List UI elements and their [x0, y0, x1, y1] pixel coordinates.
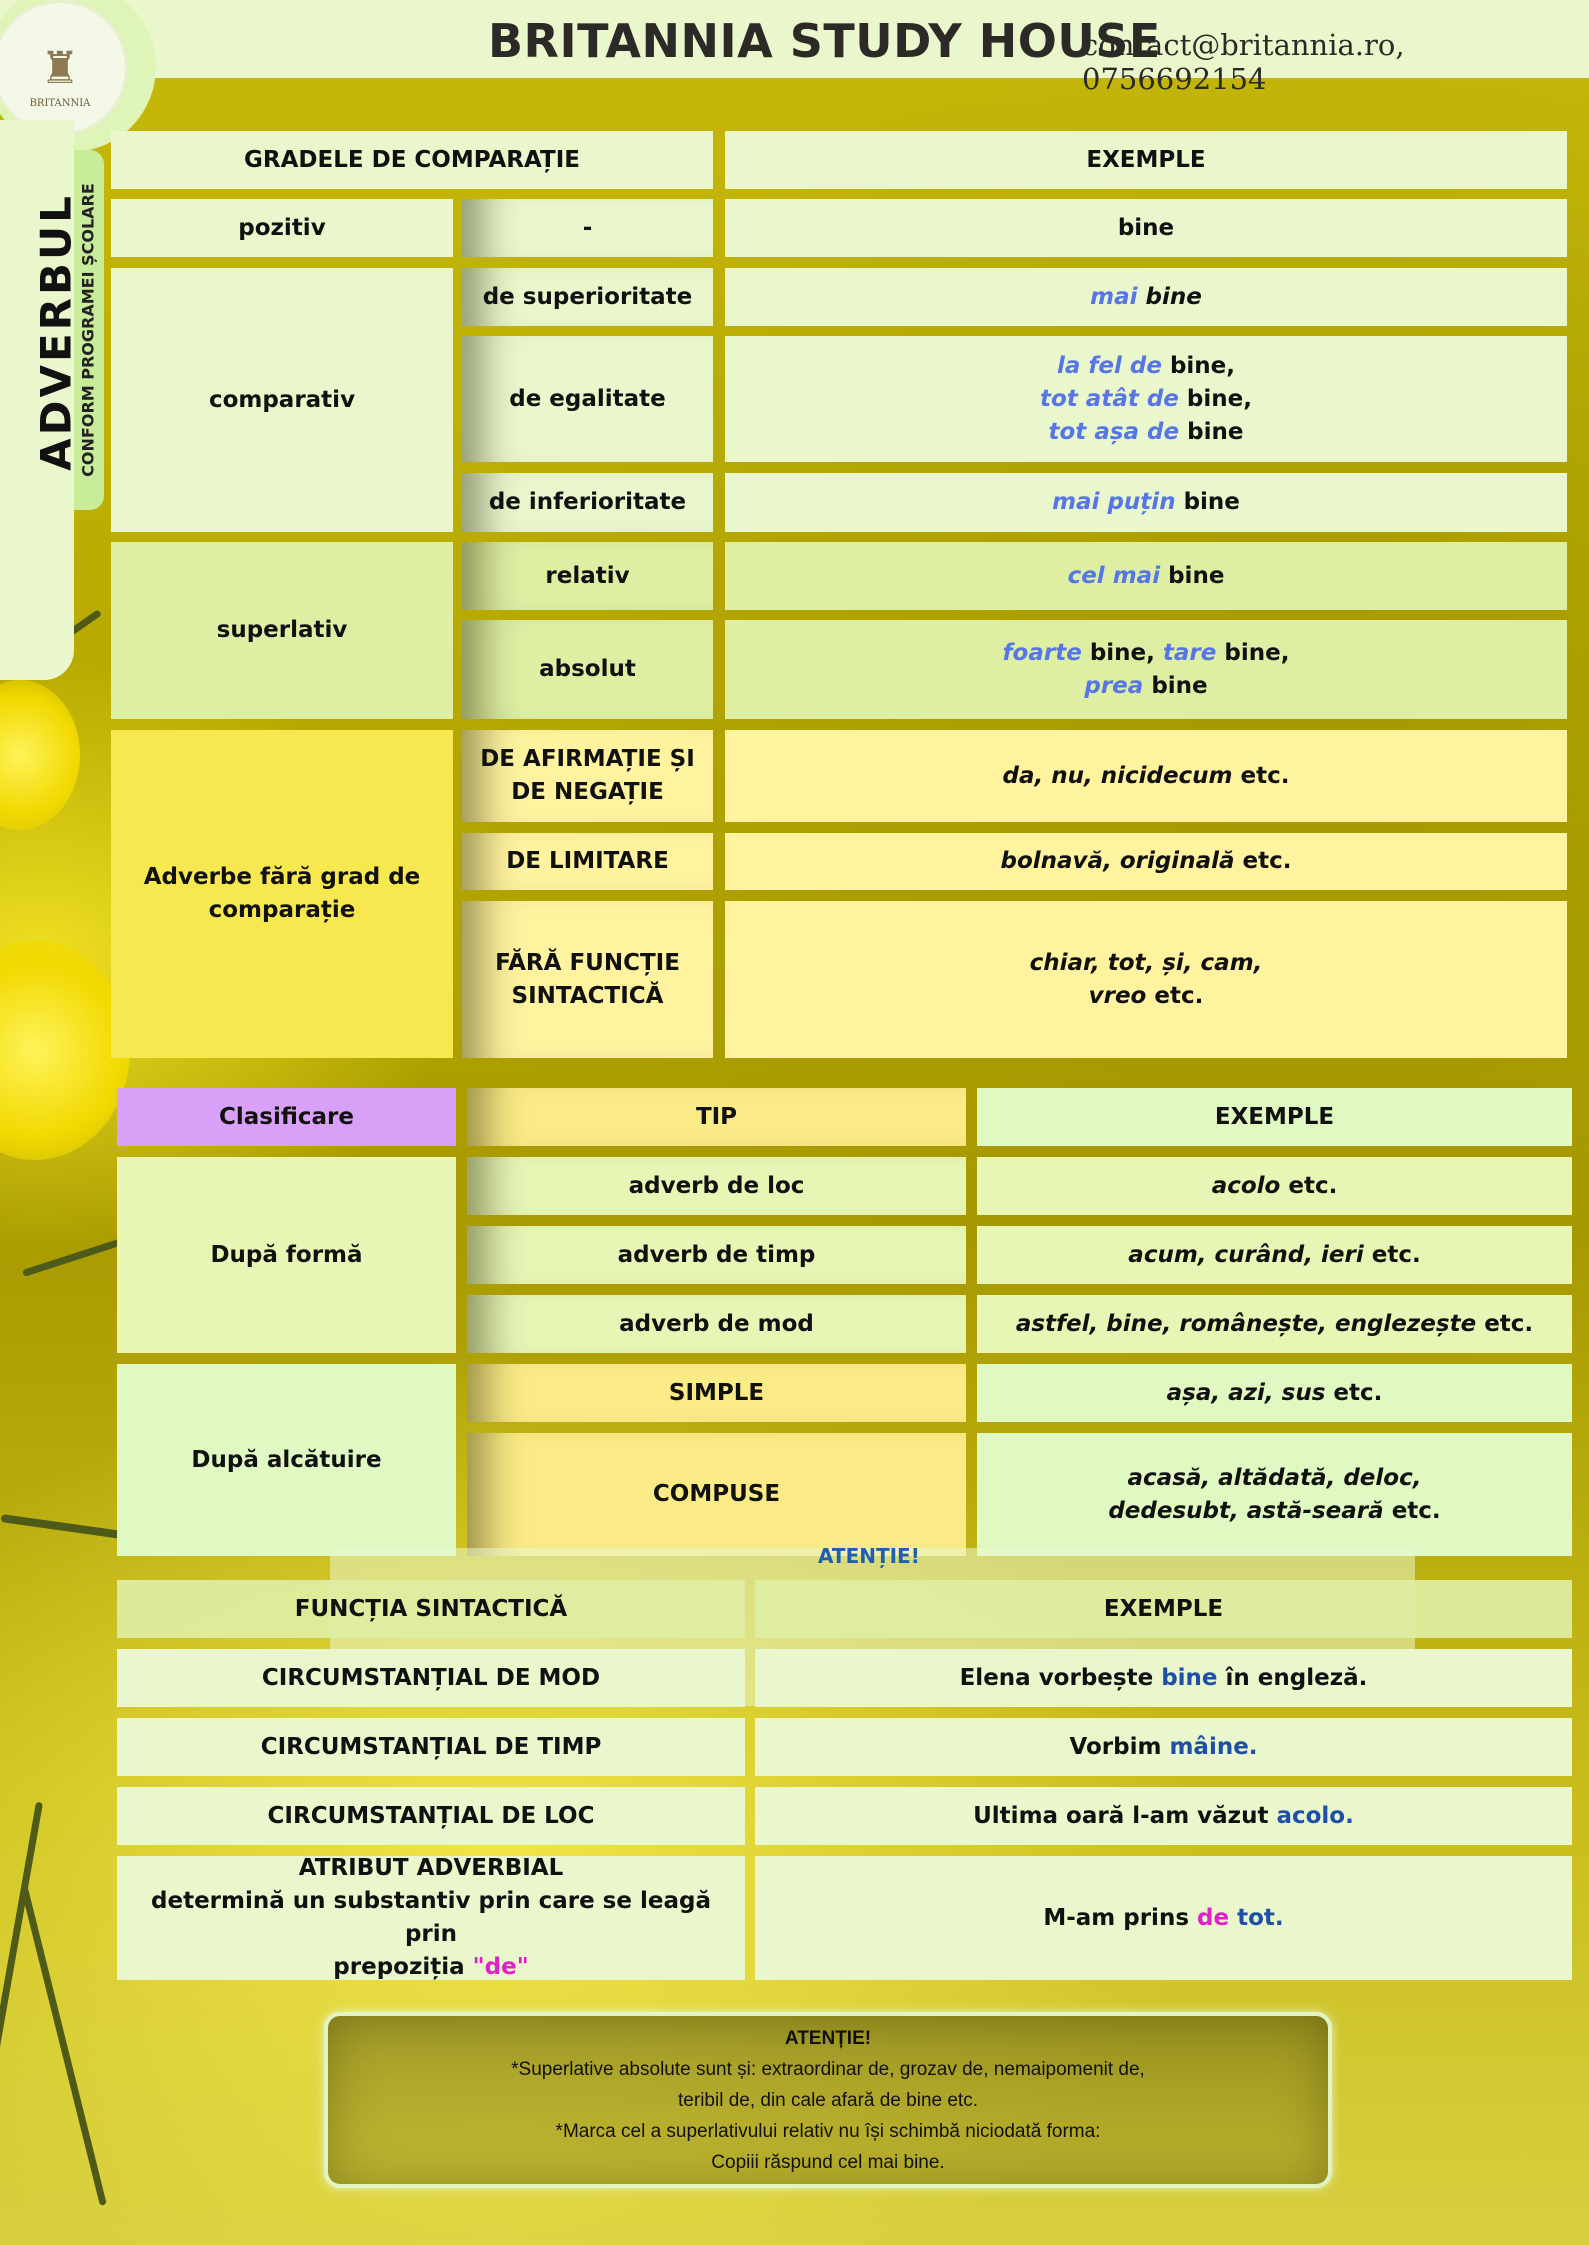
cell-relativ: relativ: [462, 542, 713, 610]
cell-absolut: absolut: [462, 620, 713, 719]
cell-egalitate: de egalitate: [462, 336, 713, 462]
example-circ-mod: Elena vorbește bine în engleză.: [755, 1649, 1572, 1707]
header-clasificare: Clasificare: [117, 1088, 456, 1146]
header-tip: TIP: [467, 1088, 966, 1146]
note-line-4: Copiii răspund cel mai bine.: [711, 2151, 945, 2173]
cell-simple: SIMPLE: [467, 1364, 966, 1422]
cell-circ-loc: CIRCUMSTANȚIAL DE LOC: [117, 1787, 745, 1845]
header-grade: GRADELE DE COMPARAȚIE: [111, 131, 713, 189]
cell-circ-mod: CIRCUMSTANȚIAL DE MOD: [117, 1649, 745, 1707]
example-relativ: cel mai bine: [725, 542, 1567, 610]
example-superioritate: mai bine: [725, 268, 1567, 326]
cell-fara-functie: FĂRĂ FUNCȚIE SINTACTICĂ: [462, 901, 713, 1058]
header-exemple-3: EXEMPLE: [755, 1580, 1572, 1638]
note-line-1: *Superlative absolute sunt și: extraordinar de, grozav de, nemaipomenit de,: [511, 2058, 1145, 2080]
header-exemple-2: EXEMPLE: [977, 1088, 1572, 1146]
row-label-fara-grad: Adverbe fără grad de comparație: [111, 730, 453, 1058]
header-examples: EXEMPLE: [725, 131, 1567, 189]
example-absolut: foarte bine, tare bine, prea bine: [725, 620, 1567, 719]
header-functia: FUNCȚIA SINTACTICĂ: [117, 1580, 745, 1638]
example-circ-timp: Vorbim mâine.: [755, 1718, 1572, 1776]
cell-adverb-loc: adverb de loc: [467, 1157, 966, 1215]
cell-inferioritate: de inferioritate: [462, 473, 713, 532]
example-adverb-timp: acum, curând, ieri etc.: [977, 1226, 1572, 1284]
row-label-dupa-alcatuire: După alcătuire: [117, 1364, 456, 1556]
example-limitare: bolnavă, originală etc.: [725, 833, 1567, 890]
attention-note: [324, 2012, 1332, 2188]
cell-adverb-timp: adverb de timp: [467, 1226, 966, 1284]
cell-atribut-adverbial: ATRIBUT ADVERBIAL determină un substantiv prin care se leagă prin prepoziția "de": [117, 1856, 745, 1980]
row-label-comparativ: comparativ: [111, 268, 453, 532]
overlap-panel-title: ATENȚIE!: [818, 1544, 920, 1568]
logo-text: BRITANNIA: [29, 98, 91, 109]
example-adverb-loc: acolo etc.: [977, 1157, 1572, 1215]
cell-dash: -: [462, 199, 713, 257]
row-label-dupa-forma: După formă: [117, 1157, 456, 1353]
vertical-subtitle: CONFORM PROGRAMEI ȘCOLARE: [78, 183, 98, 477]
cell-adverb-mod: adverb de mod: [467, 1295, 966, 1353]
row-label-pozitiv: pozitiv: [111, 199, 453, 257]
example-inferioritate: mai puțin bine: [725, 473, 1567, 532]
cell-limitare: DE LIMITARE: [462, 833, 713, 890]
example-simple: așa, azi, sus etc.: [977, 1364, 1572, 1422]
example-afirmatie-negatie: da, nu, nicidecum etc.: [725, 730, 1567, 822]
cell-afirmatie-negatie: DE AFIRMAȚIE ȘI DE NEGAȚIE: [462, 730, 713, 822]
example-fara-functie: chiar, tot, și, cam, vreo etc.: [725, 901, 1567, 1058]
contact-info: contact@britannia.ro, 0756692154: [1082, 28, 1405, 96]
crest-icon: ♜ BRITANNIA: [0, 0, 128, 136]
example-compuse: acasă, altădată, deloc, dedesubt, astă-seară etc.: [977, 1433, 1572, 1556]
note-title: ATENȚIE!: [784, 2027, 872, 2049]
cell-superioritate: de superioritate: [462, 268, 713, 326]
cell-circ-timp: CIRCUMSTANȚIAL DE TIMP: [117, 1718, 745, 1776]
example-pozitiv: bine: [725, 199, 1567, 257]
note-line-3: *Marca cel a superlativului relativ nu își schimbă niciodată forma:: [555, 2120, 1101, 2142]
example-adverb-mod: astfel, bine, românește, englezește etc.: [977, 1295, 1572, 1353]
row-label-superlativ: superlativ: [111, 542, 453, 719]
example-circ-loc: Ultima oară l-am văzut acolo.: [755, 1787, 1572, 1845]
example-egalitate: la fel de bine, tot atât de bine, tot așa de bine: [725, 336, 1567, 462]
note-line-2: teribil de, din cale afară de bine etc.: [678, 2089, 978, 2111]
vertical-title: ADVERBUL: [31, 193, 81, 471]
example-atribut-adverbial: M-am prins de tot.: [755, 1856, 1572, 1980]
brand-title: BRITANNIA STUDY HOUSE: [488, 14, 1161, 68]
cell-compuse: COMPUSE: [467, 1433, 966, 1556]
